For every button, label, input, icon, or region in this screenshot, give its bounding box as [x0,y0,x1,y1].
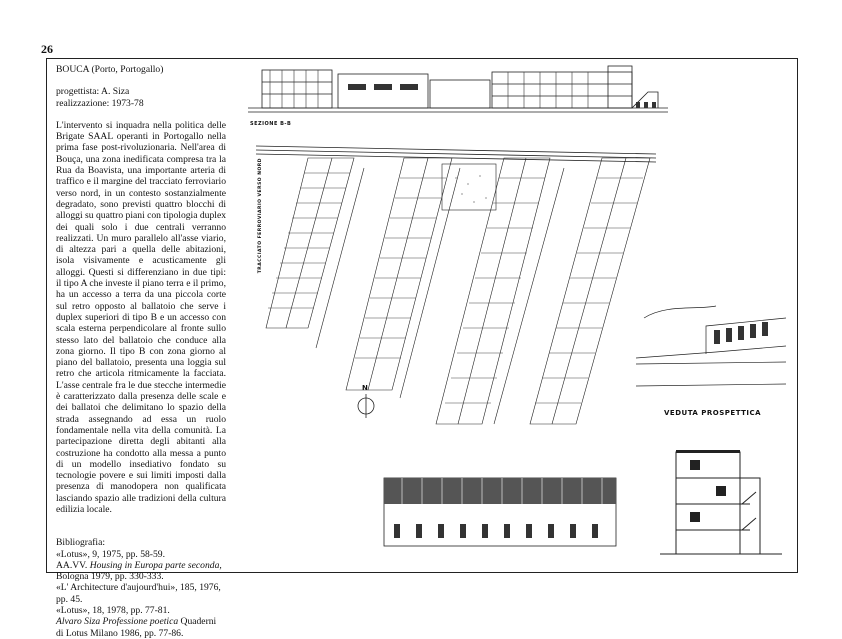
bibliography-entry: «L' Architecture d'aujourd'hui», 185, 1976, pp. 45. [56,582,221,605]
cross-section-drawing [660,442,782,564]
perspective-sketch [636,300,786,406]
bib-rest: Quaderni di Lotus Milano 1986, pp. 77-86. [56,616,217,639]
bibliography-entry: «Lotus», 9, 1975, pp. 58-59. [56,548,165,560]
bib-title: Housing in Europa parte seconda, [89,559,222,571]
bibliography-entry: «Lotus», 18, 1978, pp. 77-81. [56,605,170,617]
bibliography-entry [56,560,226,571]
section-label: SEZIONE B-B [250,121,292,127]
text-column [56,64,226,639]
body-text: L'intervento si inquadra nella politica delle Brigate SAAL operanti in Portogallo nella prima fase post-rivoluzionaria. Nell'area di Bouça, una zona inedificata compresa tra la Rua da Boavista, una importante arteria di traffico e il margine del tracciato ferroviario verso nord, in un contesto sostanzialmente degradato, sono previsti quattro blocchi di alloggi su quattro piani con tipologia duplex dei quali solo i due centrali verranno realizzati. Un muro parallelo all'asse viario, di altezza pari a quella delle abitazioni, isola visivamente e acusticamente gli alloggi. Questi si differenziano in due tipi: il tipo A che investe il piano terra e il primo, ha un accesso a terra da una piccola corte sul retro opposto al ballatoio che serve i duplex superiori di tipo B e un accesso con scala esterna perpendicolare al fronte sullo stesso lato del ballatoio che conduce alla zona giorno. Il tipo B con zona giorno al piano del ballatoio, presenta una loggia sul retro che articola ritmicamente la facciata. L'asse centrale fra le due stecche intermedie è caratterizzato dalla presenza delle scale e dei ballatoi che delimitano lo spazio della strada assegnando ad essa un ruolo fondamentale nella vita della comunità. La partecipazione diretta degli abitanti alla costruzione ha condotto alla messa a punto di un modello insediativo fondato su tecnologie povere e sui limiti imposti dalla presenza di manodopera non qualificata lasciando spazio alle tradizioni della cultura edilizia locale. [56,119,226,515]
page-number: 26 [41,42,53,56]
bib-title: Alvaro Siza Professione poetica [56,616,179,628]
realization-line: realizzazione: 1973-78 [56,97,144,109]
designer-line: progettista: A. Siza [56,86,130,98]
north-label: N [362,384,369,392]
project-title: BOUCA (Porto, Portogallo) [56,64,164,75]
elevation-drawing [248,62,668,124]
bibliography-entry: Bologna 1979, pp. 330-333. [56,571,164,583]
bibliography-heading: Bibliografia: [56,537,106,549]
railway-label: TRACCIATO FERROVIARIO VERSO NORD [258,158,263,274]
bibliography-entry [56,616,226,639]
site-plan-drawing [246,128,666,430]
front-elevation-drawing [382,472,622,556]
bib-author: AA.VV. [56,559,88,571]
perspective-label: VEDUTA PROSPETTICA [664,409,762,417]
